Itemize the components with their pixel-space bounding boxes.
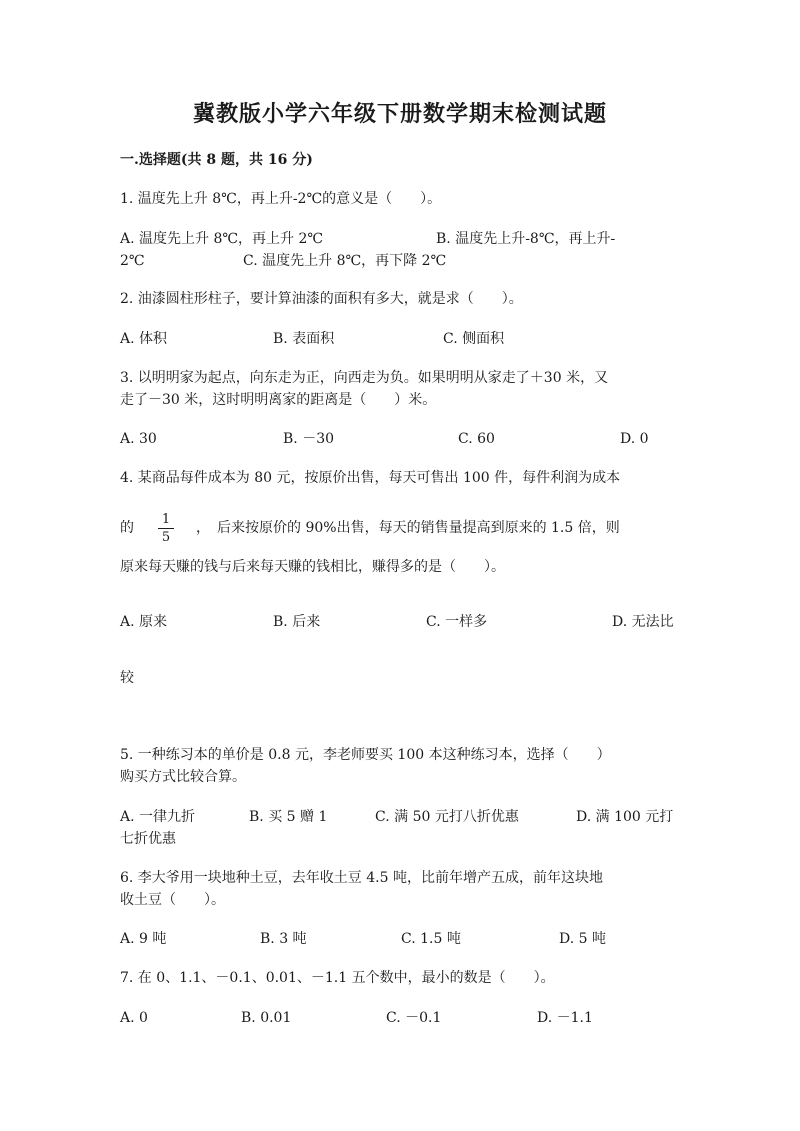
question-1-stem: 1. 温度先上升 8℃，再上升-2℃的意义是（ ）。 bbox=[120, 191, 442, 207]
fraction-one-fifth bbox=[158, 512, 174, 545]
question-4-option-a: A. 原来 bbox=[120, 614, 168, 630]
question-3-stem-line-2: 走了－30 米，这时明明离家的距离是（ ）米。 bbox=[120, 392, 437, 408]
fraction-denominator: 5 bbox=[161, 530, 171, 545]
question-4-option-b: B. 后来 bbox=[273, 614, 321, 630]
question-5-option-d: D. 满 100 元打 bbox=[576, 809, 674, 825]
fraction-numerator: 1 bbox=[161, 512, 171, 527]
question-3-option-d: D. 0 bbox=[620, 431, 649, 447]
question-6-stem-line-1: 6. 李大爷用一块地种土豆，去年收土豆 4.5 吨，比前年增产五成，前年这块地 bbox=[120, 870, 603, 886]
question-7-option-c: C. －0.1 bbox=[386, 1010, 442, 1026]
question-4-option-d: D. 无法比 bbox=[612, 614, 674, 630]
question-3-stem-line-1: 3. 以明明家为起点，向东走为正，向西走为负。如果明明从家走了＋30 米，又 bbox=[120, 370, 609, 386]
question-1-option-b-continued: 2℃ bbox=[120, 253, 145, 269]
question-6-option-a: A. 9 吨 bbox=[120, 931, 167, 947]
question-5-option-c: C. 满 50 元打八折优惠 bbox=[375, 809, 519, 825]
question-2-option-c: C. 侧面积 bbox=[443, 331, 505, 347]
question-2-option-b: B. 表面积 bbox=[273, 331, 335, 347]
question-4-option-c: C. 一样多 bbox=[426, 614, 488, 630]
question-5-option-a: A. 一律九折 bbox=[120, 809, 196, 825]
question-6-stem-line-2: 收土豆（ ）。 bbox=[120, 892, 225, 908]
section-heading: 一.选择题(共 8 题，共 16 分) bbox=[120, 152, 313, 168]
question-4-stem-line-2: ， 后来按原价的 90%出售，每天的销售量提高到原来的 1.5 倍，则 bbox=[196, 520, 620, 536]
question-3-option-b: B. －30 bbox=[283, 431, 335, 447]
question-2-stem: 2. 油漆圆柱形柱子，要计算油漆的面积有多大，就是求（ ）。 bbox=[120, 291, 523, 307]
question-4-option-d-continued: 较 bbox=[120, 670, 134, 686]
question-2-option-a: A. 体积 bbox=[120, 331, 168, 347]
question-6-option-c: C. 1.5 吨 bbox=[401, 931, 461, 947]
question-7-option-b: B. 0.01 bbox=[241, 1010, 292, 1026]
question-7-stem: 7. 在 0、1.1、－0.1、0.01、－1.1 五个数中，最小的数是（ ）。 bbox=[120, 970, 555, 986]
question-5-stem-line-2: 购买方式比较合算。 bbox=[120, 769, 246, 785]
question-5-option-b: B. 买 5 赠 1 bbox=[249, 809, 328, 825]
question-7-option-d: D. －1.1 bbox=[537, 1010, 593, 1026]
question-1-option-b: B. 温度先上升-8℃，再上升- bbox=[436, 231, 616, 247]
fraction-bar bbox=[158, 528, 174, 529]
question-4-stem-prefix: 的 bbox=[120, 520, 134, 536]
page-title: 冀教版小学六年级下册数学期末检测试题 bbox=[192, 101, 607, 127]
question-3-option-c: C. 60 bbox=[458, 431, 495, 447]
question-7-option-a: A. 0 bbox=[120, 1010, 148, 1026]
question-3-option-a: A. 30 bbox=[120, 431, 157, 447]
question-1-option-a: A. 温度先上升 8℃，再上升 2℃ bbox=[120, 231, 324, 247]
question-5-stem-line-1: 5. 一种练习本的单价是 0.8 元，李老师要买 100 本这种练习本，选择（ ） bbox=[120, 747, 611, 763]
question-5-option-d-continued: 七折优惠 bbox=[120, 831, 176, 847]
question-4-stem-line-1: 4. 某商品每件成本为 80 元，按原价出售，每天可售出 100 件，每件利润为成本 bbox=[120, 470, 621, 486]
question-6-option-d: D. 5 吨 bbox=[559, 931, 606, 947]
question-4-stem-line-3: 原来每天赚的钱与后来每天赚的钱相比，赚得多的是（ ）。 bbox=[120, 559, 505, 575]
question-1-option-c: C. 温度先上升 8℃，再下降 2℃ bbox=[243, 253, 447, 269]
question-6-option-b: B. 3 吨 bbox=[260, 931, 307, 947]
